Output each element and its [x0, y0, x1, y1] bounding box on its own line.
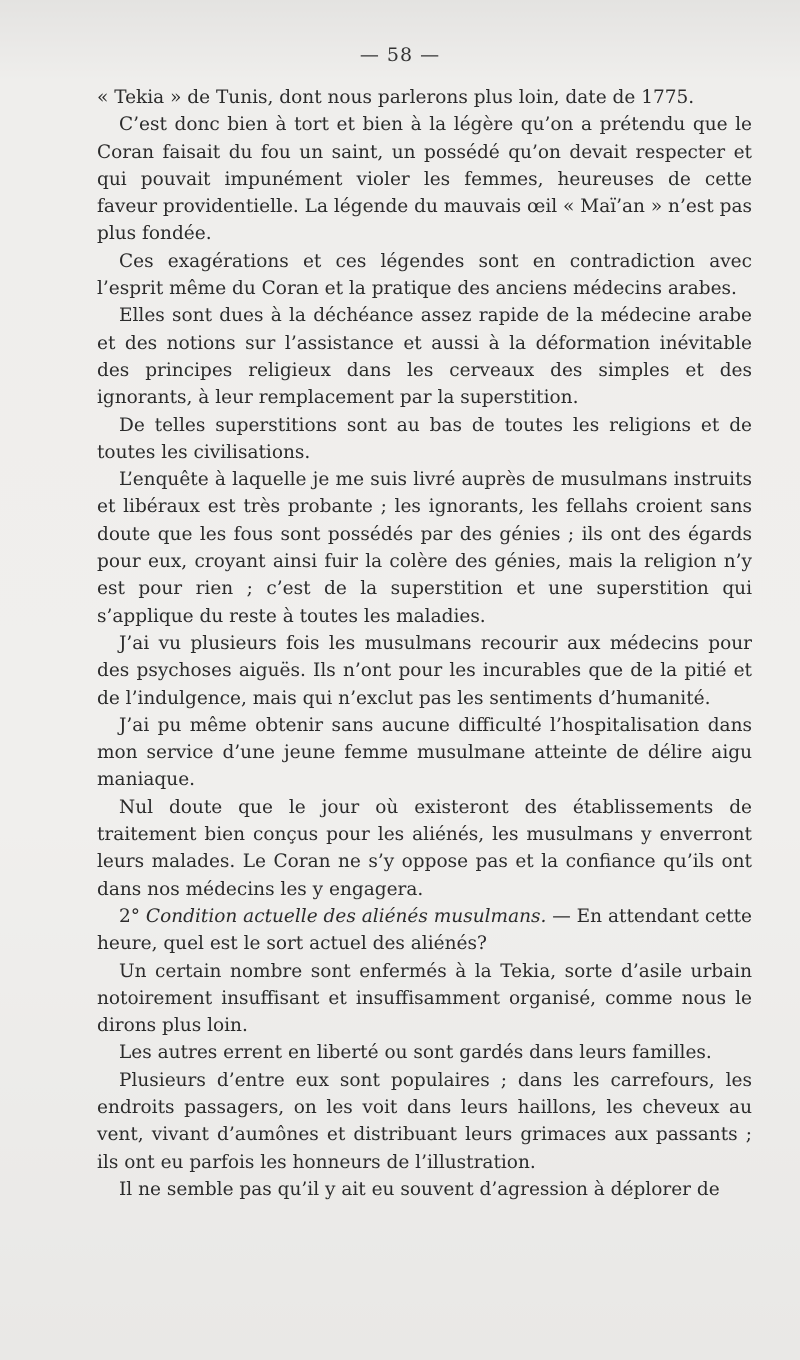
section-text: — En attendant cette heure, quel est le sort actuel des aliénés?	[97, 905, 752, 955]
section-title: Condition actuelle des aliénés musulmans.	[145, 905, 547, 927]
paragraph: « Tekia » de Tunis, dont nous parlerons plus loin, date de 1775.	[97, 87, 695, 108]
paragraph: C’est donc bien à tort et bien à la légère qu’on a prétendu que le Coran faisait du fou un saint, un possédé qu’on devait respecter et qui pouvait impunément violer les femmes, heureuses de cette faveur providentielle. La légende du mauvais œil « Maï’an » n’est pas plus fondée.	[97, 114, 752, 245]
paragraph: Elles sont dues à la déchéance assez rapide de la médecine arabe et des notions sur l’assistance et aussi à la déformation inévitable des principes religieux dans les cerveaux des simples et des ignorants, à leur remplacement par la superstition.	[97, 305, 752, 409]
paragraph: Il ne semble pas qu’il y ait eu souvent d’agression à déplorer de	[119, 1178, 720, 1200]
section-paragraph	[97, 903, 752, 958]
paragraph: Nul doute que le jour où existeront des établissements de traitement bien conçus pour les aliénés, les musulmans y enverront leurs malades. Le Coran ne s’y oppose pas et la confiance qu’ils ont dans nos médecins les y engagera.	[97, 796, 752, 900]
paragraph: L’enquête à laquelle je me suis livré auprès de musulmans instruits et libéraux est très probante ; les ignorants, les fellahs croient sans doute que les fous sont possédés par des génies ; ils ont des égards pour eux, croyant ainsi fuir la colère des génies, mais la religion n’y est pour rien ; c’est de la superstition et une superstition qui s’applique du reste à toutes les maladies.	[97, 469, 752, 627]
paragraph: Les autres errent en liberté ou sont gardés dans leurs familles.	[119, 1042, 712, 1064]
paragraph: De telles superstitions sont au bas de toutes les religions et de toutes les civilisations.	[97, 414, 752, 463]
section-number: 2°	[119, 905, 141, 927]
paragraph: Ces exagérations et ces légendes sont en contradiction avec l’esprit même du Coran et la pratique des anciens médecins arabes.	[97, 250, 752, 300]
body-text	[97, 84, 752, 1203]
paragraph: Plusieurs d’entre eux sont populaires ; dans les carrefours, les endroits passagers, on les voit dans leurs haillons, les cheveux au vent, vivant d’aumônes et distribuant leurs grimaces aux passants ; ils ont eu parfois les honneurs de l’illustration.	[97, 1069, 752, 1173]
page-number: — 58 —	[359, 44, 441, 66]
paragraph: J’ai vu plusieurs fois les musulmans recourir aux médecins pour des psychoses aiguës. Ils n’ont pour les incurables que de la pitié et de l’indulgence, mais qui n’exclut pas les sentiments d’humanité.	[97, 632, 752, 709]
paragraph: Un certain nombre sont enfermés à la Tekia, sorte d’asile urbain notoirement insuffisant et insuffisamment organisé, comme nous le dirons plus loin.	[97, 960, 752, 1037]
paragraph: J’ai pu même obtenir sans aucune difficulté l’hospitalisation dans mon service d’une jeune femme musulmane atteinte de délire aigu maniaque.	[97, 714, 752, 791]
